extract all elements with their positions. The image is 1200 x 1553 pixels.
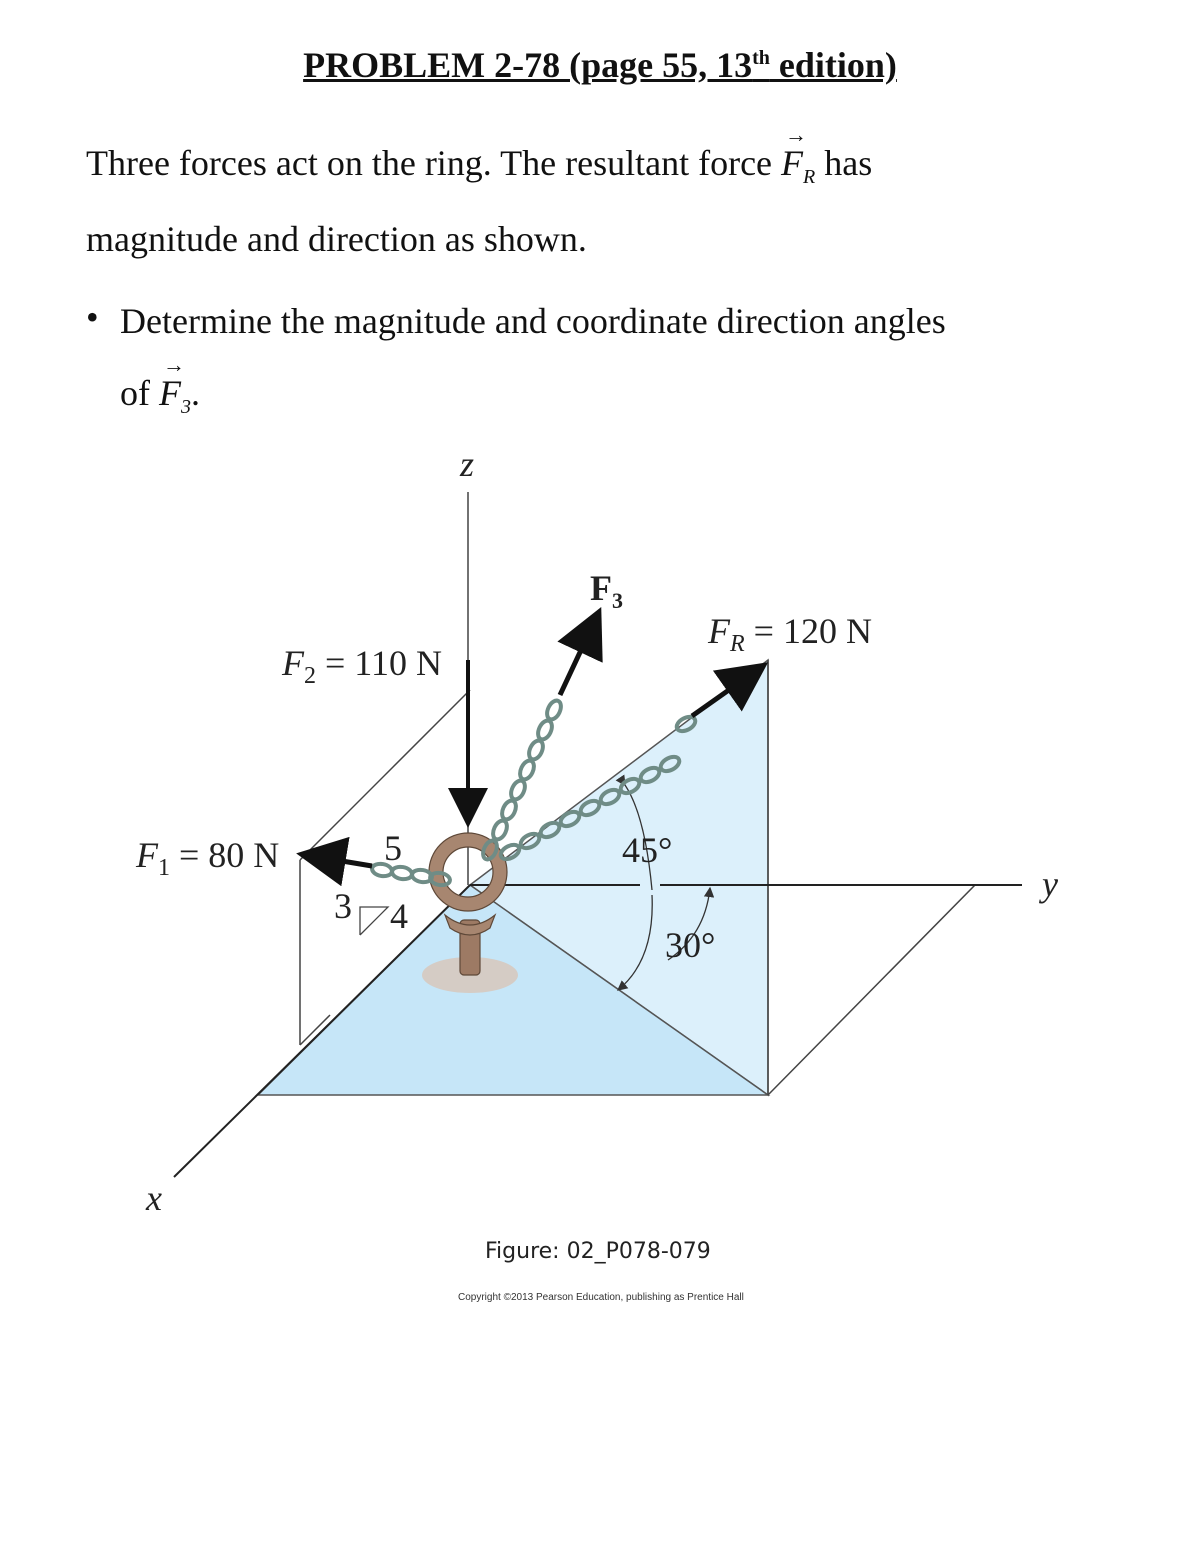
slope-label-5: 5 (384, 828, 402, 868)
f1-label: $F_1 = 80$ N (136, 835, 280, 881)
x-axis-label: x (146, 1178, 162, 1218)
figure-caption: Figure: 02_P078-079 (485, 1239, 711, 1264)
angle-30-label: 30° (665, 925, 716, 965)
slope-triangle (360, 907, 388, 935)
z-axis-label: z (460, 444, 475, 484)
bullet-icon: • (86, 297, 99, 337)
fr-label: $F_R = 120$ N (708, 611, 872, 657)
slope-label-4: 4 (390, 896, 408, 936)
angle-45-label: 45° (622, 830, 673, 870)
y-projection-lines (768, 660, 975, 1095)
f3-arrow (560, 616, 597, 695)
f2-label: $F_2 = 110$ N (282, 643, 442, 689)
copyright-note: Copyright ©2013 Pearson Education, publishing as Prentice Hall (458, 1292, 744, 1303)
problem-statement-line-1: Three forces act on the ring. The resultant force → $F_R$ has (86, 122, 873, 189)
vector-fr: → $F_R$ (781, 122, 816, 189)
y-axis-label: y (1042, 864, 1058, 904)
problem-statement-line-2: magnitude and direction as shown. (86, 219, 587, 259)
f3-label: $F_3$ (590, 568, 623, 613)
page-title: PROBLEM 2-78 (page 55, 13th edition) (303, 45, 897, 85)
task-line-1: Determine the magnitude and coordinate direction angles (120, 301, 946, 341)
task-line-2: of → $F_3$. (120, 352, 200, 419)
f1-arrow (306, 855, 372, 866)
slope-label-3: 3 (334, 886, 352, 926)
vector-f3: → $F_3$ (159, 352, 191, 419)
